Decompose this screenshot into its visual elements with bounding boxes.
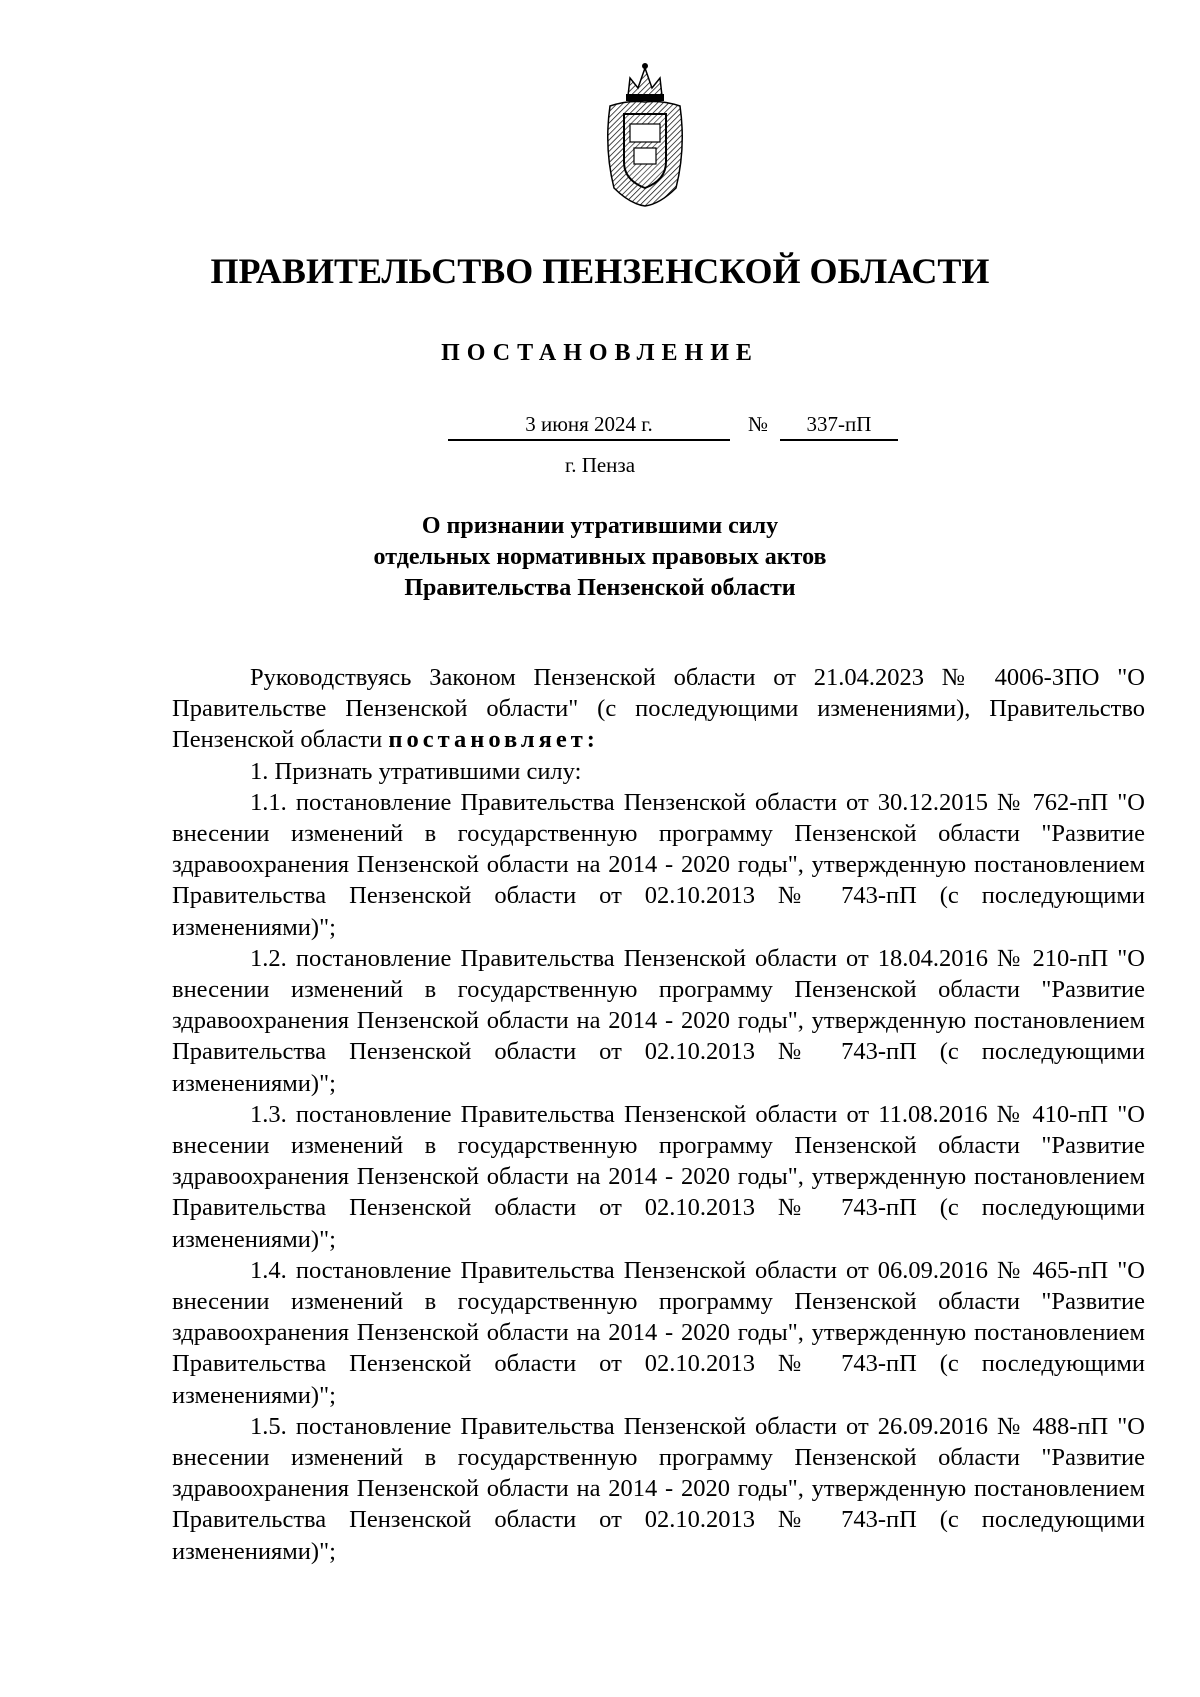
document-type: ПОСТАНОВЛЕНИЕ	[441, 340, 759, 366]
item-1-4: 1.4. постановление Правительства Пензенской области от 06.09.2016 № 465-пП "О внесении изменений в государственную программу Пензенской области "Развитие здравоохранения Пензенской области на 2014 - 2020 годы", утвержденную постановлением Правительства Пензенской области от 02.10.2013 № 743-пП (с последующими изменениями)";	[172, 1256, 1145, 1409]
number-sign: №	[748, 412, 769, 436]
date-number-line	[448, 412, 898, 444]
document-date: 3 июня 2024 г.	[448, 412, 730, 441]
document-body	[172, 662, 1145, 1567]
organization-title: ПРАВИТЕЛЬСТВО ПЕНЗЕНСКОЙ ОБЛАСТИ	[210, 251, 990, 291]
decree-word: постановляет:	[388, 726, 599, 754]
item-1-3: 1.3. постановление Правительства Пензенской области от 11.08.2016 № 410-пП "О внесении изменений в государственную программу Пензенской области "Развитие здравоохранения Пензенской области на 2014 - 2020 годы", утвержденную постановлением Правительства Пензенской области от 02.10.2013 № 743-пП (с последующими изменениями)";	[172, 1100, 1145, 1253]
item-1: 1. Признать утратившими силу:	[250, 757, 582, 785]
subject-line-1: О признании утратившими силу	[421, 513, 779, 539]
item-1-1: 1.1. постановление Правительства Пензенской области от 30.12.2015 № 762-пП "О внесении изменений в государственную программу Пензенской области "Развитие здравоохранения Пензенской области на 2014 - 2020 годы", утвержденную постановлением Правительства Пензенской области от 02.10.2013 № 743-пП (с последующими изменениями)";	[172, 788, 1145, 941]
preamble-paragraph	[172, 662, 1145, 756]
item-1-2: 1.2. постановление Правительства Пензенской области от 18.04.2016 № 210-пП "О внесении изменений в государственную программу Пензенской области "Развитие здравоохранения Пензенской области на 2014 - 2020 годы", утвержденную постановлением Правительства Пензенской области от 02.10.2013 № 743-пП (с последующими изменениями)";	[172, 944, 1145, 1097]
document-subject	[0, 511, 1200, 604]
document-number: 337-пП	[780, 412, 898, 441]
penza-coat-of-arms-icon	[600, 58, 690, 208]
subject-line-2: отдельных нормативных правовых актов	[373, 544, 827, 570]
city: г. Пенза	[564, 453, 636, 477]
item-1-5: 1.5. постановление Правительства Пензенской области от 26.09.2016 № 488-пП "О внесении изменений в государственную программу Пензенской области "Развитие здравоохранения Пензенской области на 2014 - 2020 годы", утвержденную постановлением Правительства Пензенской области от 02.10.2013 № 743-пП (с последующими изменениями)";	[172, 1412, 1145, 1565]
preamble-text: Руководствуясь Законом Пензенской области от 21.04.2023 № 4006-ЗПО "О Правительстве Пензенской области" (с последующими изменениями), Правительство Пензенской области	[172, 664, 1145, 754]
subject-line-3: Правительства Пензенской области	[404, 575, 796, 601]
